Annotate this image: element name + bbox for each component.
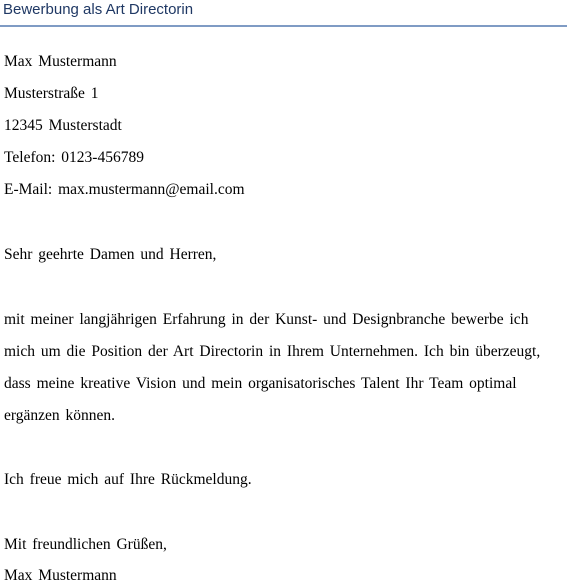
- body-line: mich um die Position der Art Directorin in Ihrem Unternehmen. Ich bin überzeugt,: [4, 343, 541, 360]
- title-divider: [0, 25, 567, 27]
- body-line: ergänzen können.: [4, 407, 116, 424]
- document-title: Bewerbung als Art Directorin: [3, 1, 194, 18]
- sender-email: E-Mail: max.mustermann@email.com: [4, 181, 245, 198]
- salutation: Sehr geehrte Damen und Herren,: [4, 246, 217, 263]
- body-line: mit meiner langjährigen Erfahrung in der Kunst- und Designbranche bewerbe ich: [4, 311, 529, 328]
- body-line: dass meine kreative Vision und mein organisatorisches Talent Ihr Team optimal: [4, 375, 517, 392]
- sender-city: 12345 Musterstadt: [4, 117, 122, 134]
- closing-note: Ich freue mich auf Ihre Rückmeldung.: [4, 471, 252, 488]
- sender-street: Musterstraße 1: [4, 85, 99, 102]
- closing: Mit freundlichen Grüßen,: [4, 536, 167, 553]
- sender-name: Max Mustermann: [4, 53, 117, 70]
- signature: Max Mustermann: [4, 567, 117, 584]
- sender-phone: Telefon: 0123-456789: [4, 149, 144, 166]
